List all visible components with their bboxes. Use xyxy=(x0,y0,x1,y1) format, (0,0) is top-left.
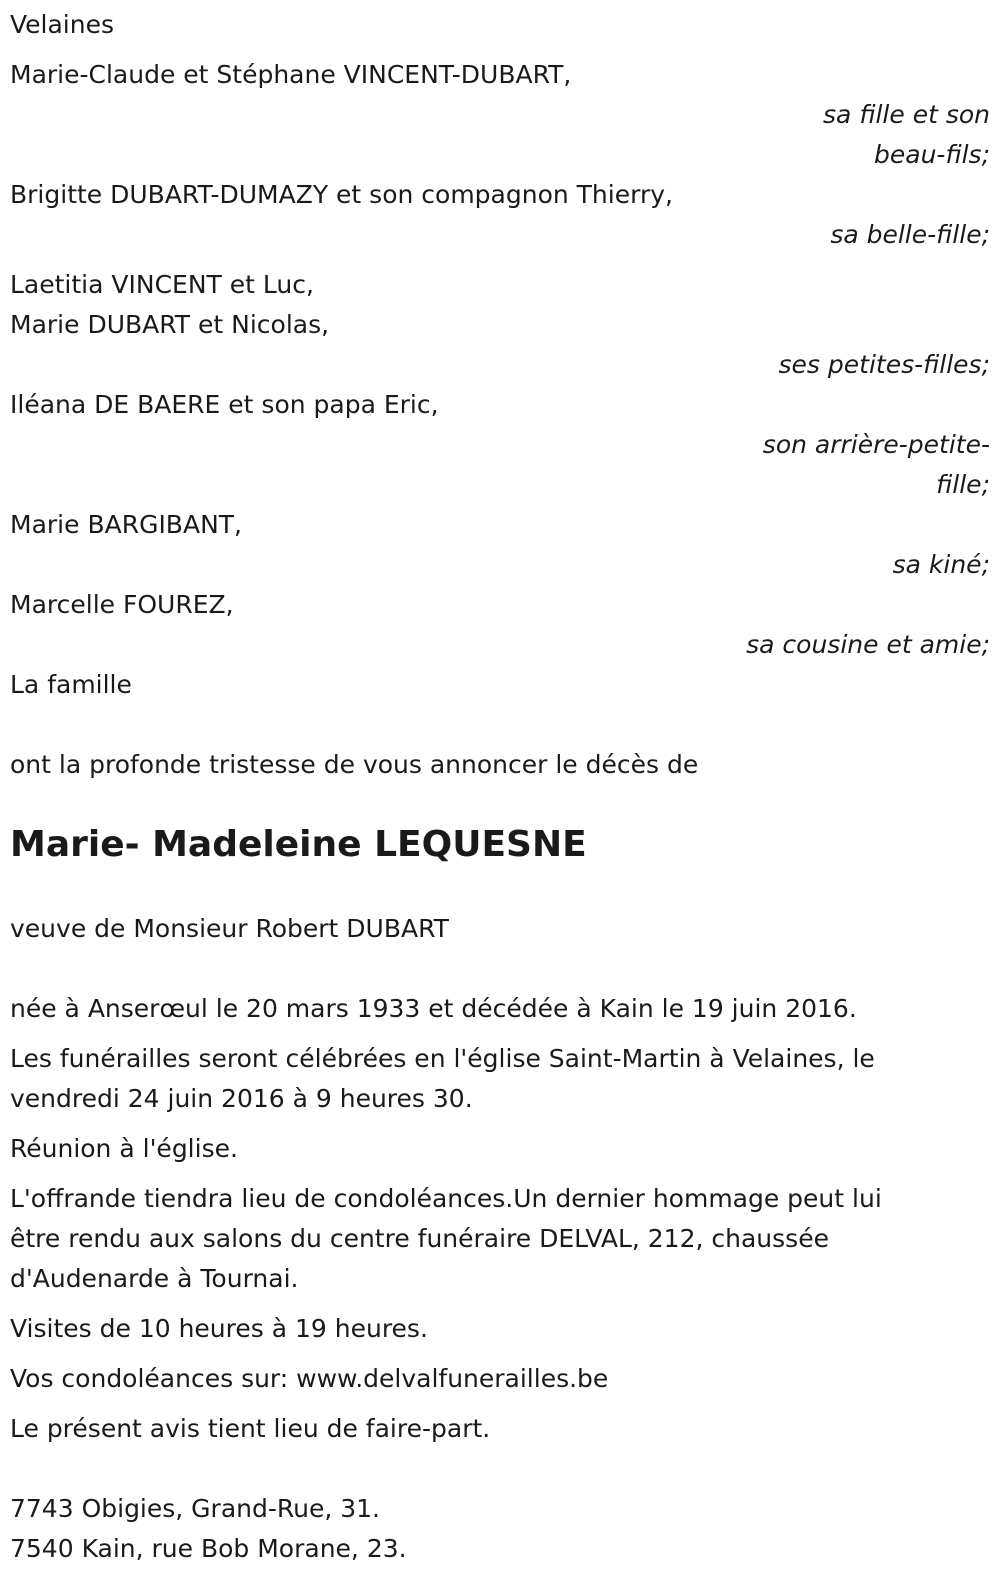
funeral-line: Les funérailles seront célébrées en l'église Saint-Martin à Velaines, le xyxy=(10,1044,875,1073)
family-names: Iléana DE BAERE et son papa Eric, xyxy=(10,390,439,419)
announcement: ont la profonde tristesse de vous annoncer le décès de xyxy=(10,750,699,779)
family-entry xyxy=(10,505,990,585)
birth-death: née à Anserœul le 20 mars 1933 et décédée à Kain le 19 juin 2016. xyxy=(10,994,857,1023)
family-relation: sa fille et son xyxy=(823,100,990,129)
deceased-name: Marie- Madeleine LEQUESNE xyxy=(10,824,587,865)
family-entry xyxy=(10,55,990,175)
offering-info xyxy=(10,1179,990,1299)
family-closing: La famille xyxy=(10,670,132,699)
family-relation: sa cousine et amie; xyxy=(746,630,990,659)
family-relation: sa belle-fille; xyxy=(830,220,990,249)
funeral-info xyxy=(10,1039,990,1119)
notice: Le présent avis tient lieu de faire-part. xyxy=(10,1414,491,1443)
family-names: Marcelle FOUREZ, xyxy=(10,590,234,619)
family-relation: sa kiné; xyxy=(892,550,990,579)
address-line: 7743 Obigies, Grand-Rue, 31. xyxy=(10,1494,381,1523)
place: Velaines xyxy=(10,10,115,39)
family-entry xyxy=(10,385,990,505)
family-entry xyxy=(10,175,990,255)
family-relation: fille; xyxy=(936,470,990,499)
family-relation: beau-fils; xyxy=(874,140,990,169)
offering-line: d'Audenarde à Tournai. xyxy=(10,1264,299,1293)
family-names: Marie-Claude et Stéphane VINCENT-DUBART, xyxy=(10,60,572,89)
family-entry xyxy=(10,265,990,385)
address-line: 7540 Kain, rue Bob Morane, 23. xyxy=(10,1534,407,1563)
family-entry xyxy=(10,585,990,665)
offering-line: L'offrande tiendra lieu de condoléances.Un dernier hommage peut lui xyxy=(10,1184,882,1213)
family-names: Marie DUBART et Nicolas, xyxy=(10,310,330,339)
family-names: Marie BARGIBANT, xyxy=(10,510,242,539)
addresses xyxy=(10,1489,990,1569)
family-names: Laetitia VINCENT et Luc, xyxy=(10,270,314,299)
family-names: Brigitte DUBART-DUMAZY et son compagnon Thierry, xyxy=(10,180,673,209)
visits: Visites de 10 heures à 19 heures. xyxy=(10,1314,428,1343)
offering-line: être rendu aux salons du centre funéraire DELVAL, 212, chaussée xyxy=(10,1224,829,1253)
family-relation: ses petites-filles; xyxy=(778,350,990,379)
widow-of: veuve de Monsieur Robert DUBART xyxy=(10,914,449,943)
condolences: Vos condoléances sur: www.delvalfunerailles.be xyxy=(10,1364,609,1393)
family-relation: son arrière-petite- xyxy=(762,430,990,459)
meeting: Réunion à l'église. xyxy=(10,1134,238,1163)
funeral-line: vendredi 24 juin 2016 à 9 heures 30. xyxy=(10,1084,473,1113)
